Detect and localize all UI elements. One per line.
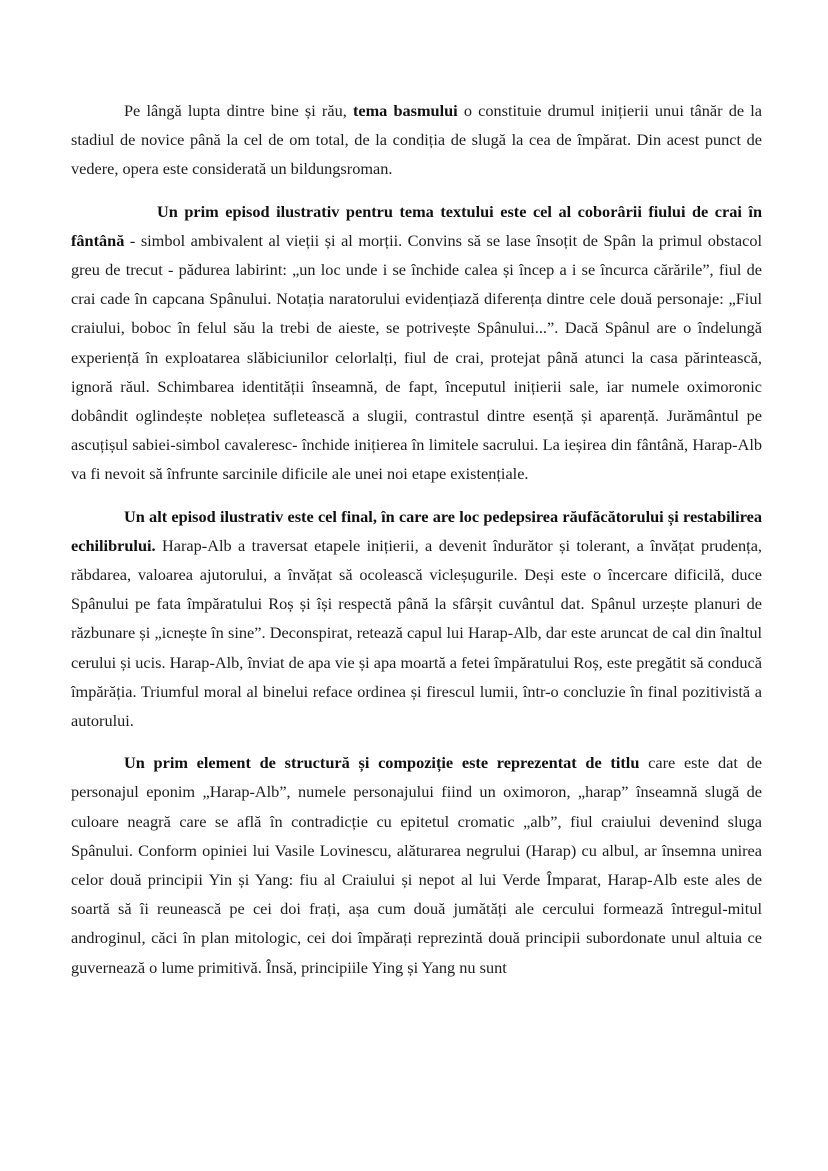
paragraph-lead-text: Pe lângă lupta dintre bine și rău, [124,101,353,120]
paragraph-body-text: - simbol ambivalent al vieții și al morții. Convins să se lase însoțit de Spân la primul obstacol greu de trecut - pădurea labirint: „un loc unde i se închide calea și încep a i se încurca cărările”, fiul de crai cade în capcana Spânului. Notația naratorului evidențiază diferența dintre cele două personaje: „Fiul craiului, boboc în felul său la trebi de aieste, se potrivește Spânului...”. Dacă Spânul are o îndelungă experiență în exploatarea slăbiciunilor celorlalți, fiul de crai, protejat până atunci la casa părintească, ignoră răul. Schimbarea identității înseamnă, de fapt, începutul inițierii sale, iar numele oximoronic dobândit oglindește noblețea sufletească a slugii, contrastul dintre esență și aparență. Jurământul pe ascuțișul sabiei-simbol cavaleresc- închide inițierea în limitele sacrului. La ieșirea din fântână, Harap-Alb va fi nevoit să înfrunte sarcinile dificile ale unei noi etape existențiale. [71,230,762,484]
document-page [71,96,762,995]
bold-key-phrase: Un alt episod ilustrativ este cel final, în care are loc pedepsirea răufăcătorului și restabilirea echilibrului. [71,506,762,555]
paragraph-body-text: care este dat de personajul eponim „Harap-Alb”, numele personajului fiind un oximoron, „harap” înseamnă slugă de culoare neagră care se află în contradicție cu epitetul cromatic „alb”, fiul craiului devenind sluga Spânului. Conform opiniei lui Vasile Lovinescu, alăturarea negrului (Harap) cu albul, ar însemna unirea celor două principii Yin și Yang: fiu al Craiului și nepot al lui Verde Împarat, Harap-Alb este ales de soartă să îi reunească pe cei doi frați, așa cum două jumătăți ale cercului formează întregul-mitul androginul, căci în plan mitologic, cei doi împărați reprezintă două principii subordonate unul altuia ce guvernează o lume primitivă. Însă, principiile Ying și Yang nu sunt [71,753,762,977]
paragraph-first-episode [71,197,762,489]
paragraph-body-text: o constituie drumul inițierii unui tânăr de la stadiul de novice până la cel de om total, de la condiția de slugă la cea de împărat. Din acest punct de vedere, opera este considerată un bildungsroman. [71,101,762,179]
paragraph-title-structure [71,748,762,982]
paragraph-theme [71,96,762,184]
bold-key-phrase: Un prim episod ilustrativ pentru tema textului este cel al coborârii fiului de crai în fântână [71,201,762,250]
bold-key-phrase: tema basmului [352,101,458,120]
bold-key-phrase: Un prim element de structură și compoziție este reprezentat de titlu [124,753,640,773]
paragraph-final-episode [71,502,762,736]
paragraph-body-text: Harap-Alb a traversat etapele inițierii, a devenit îndurător și tolerant, a învățat prudența, răbdarea, valoarea ajutorului, a învățat să ocolească vicleșugurile. Deși este o încercare dificilă, duce Spânului pe fata împăratului Roș și își respectă până la sfârșit cuvântul dat. Spânul urzește planuri de răzbunare și „icnește în sine”. Deconspirat, retează capul lui Harap-Alb, dar este aruncat de cal din înaltul cerului și ucis. Harap-Alb, înviat de apa vie și apa moartă a fetei împăratului Roș, este pregătit să conducă împărăția. Triumful moral al binelui reface ordinea și firescul lumii, într-o concluzie în final pozitivistă a autorului. [71,535,762,731]
